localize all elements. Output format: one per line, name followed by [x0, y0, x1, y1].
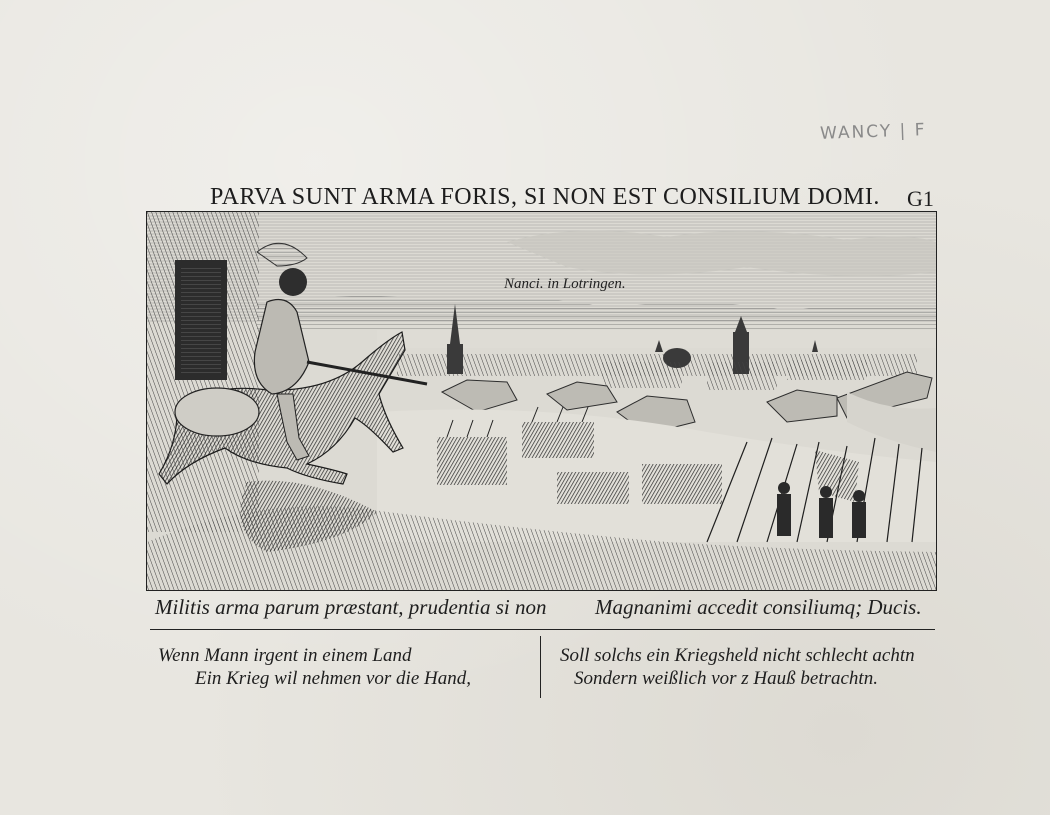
german-verse-left-line1: Wenn Mann irgent in einem Land [158, 645, 412, 666]
plate-number: G1 [907, 186, 934, 211]
motto-title: PARVA SUNT ARMA FORIS, SI NON EST CONSILIUM DOMI. [210, 184, 880, 210]
place-label: Nanci. in Lotringen. [504, 276, 626, 292]
german-verse-right-line2: Sondern weißlich vor z Hauß betrachtn. [574, 668, 878, 689]
pencil-annotation: WANCY | F [819, 120, 927, 144]
stone-tower [147, 212, 259, 532]
latin-verse-right: Magnanimi accedit consiliumq; Ducis. [595, 595, 922, 619]
engraving-illustration [147, 212, 936, 590]
german-verse-right-line1: Soll solchs ein Kriegsheld nicht schlecht achtn [560, 645, 915, 666]
latin-verse-left: Militis arma parum præstant, prudentia si non [155, 595, 547, 619]
engraving-plate [146, 211, 937, 591]
vertical-rule [540, 636, 541, 698]
horizontal-rule [150, 629, 935, 630]
german-verse-left-line2: Ein Krieg wil nehmen vor die Hand, [195, 668, 471, 689]
